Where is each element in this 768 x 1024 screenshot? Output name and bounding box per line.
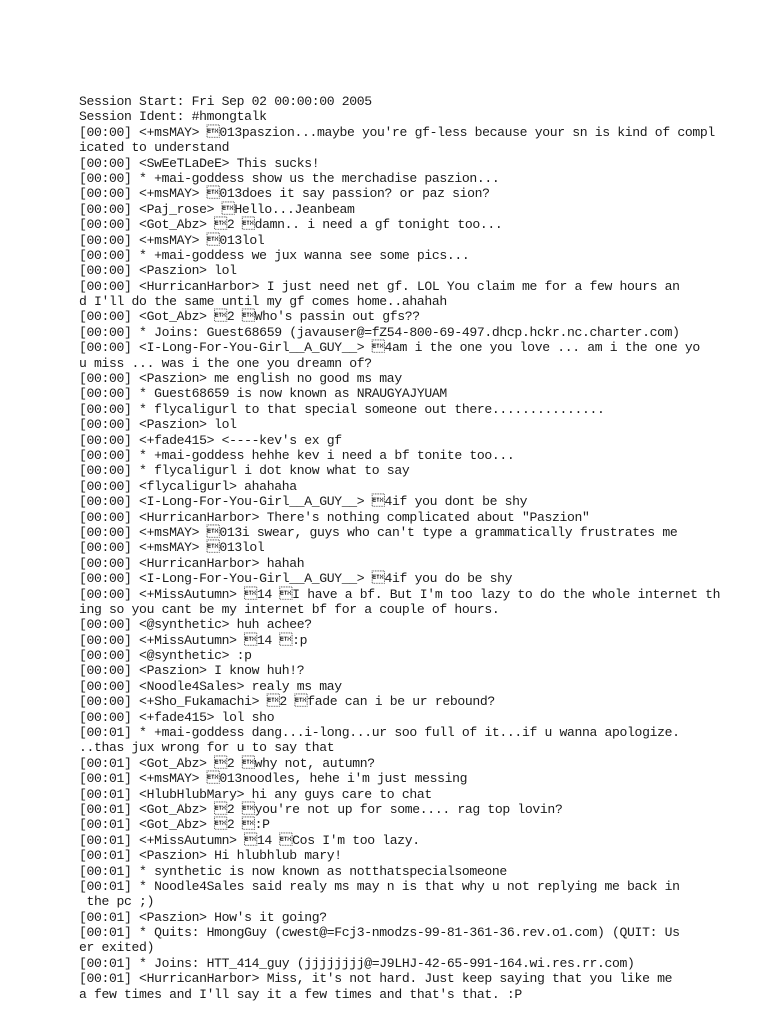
log-line: ..thas jux wrong for u to say that	[79, 740, 335, 756]
log-line: [00:00] * flycaligurl to that special someone out there...............	[79, 401, 605, 417]
log-line: [00:00] <HurricanHarbor> hahah	[79, 555, 305, 571]
log-line: ing so you cant be my internet bf for a couple of hours.	[79, 601, 500, 617]
log-line: [00:00] <SwEeTLaDeE> This sucks!	[79, 155, 320, 171]
log-line: [00:00] <HurricanHarbor> I just need net gf. LOL You claim me for a few hours an	[79, 278, 680, 294]
log-line: [00:01] * Noodle4Sales said realy ms may n is that why u not replying me back in	[79, 878, 680, 894]
log-line: [00:00] <+msMAY> 013lol	[79, 232, 265, 248]
log-line: [00:00] <Paszion> lol	[79, 263, 237, 279]
log-line: [00:01] <Got_Abz> 2 you're not up for some.... rag top lovin?	[79, 801, 563, 817]
log-line: [00:01] <+msMAY> 013noodles, hehe i'm just messing	[79, 771, 468, 787]
log-line: [00:00] <I-Long-For-You-Girl__A_GUY__> 4if you do be shy	[79, 571, 513, 587]
log-line: [00:00] <+fade415> <----kev's ex gf	[79, 432, 342, 448]
log-line: [00:00] <+fade415> lol sho	[79, 709, 275, 725]
log-line: [00:00] <HurricanHarbor> There's nothing complicated about "Paszion"	[79, 509, 590, 525]
log-line: [00:01] <Got_Abz> 2 :P	[79, 817, 270, 833]
log-line: icated to understand	[79, 140, 230, 156]
log-line: [00:01] * Joins: HTT_414_guy (jjjjjjjj@=J9LHJ-42-65-991-164.wi.res.rr.com)	[79, 955, 635, 971]
log-line: [00:00] <Paszion> me english no good ms may	[79, 371, 402, 387]
log-line: [00:00] <Got_Abz> 2 Who's passin out gfs??	[79, 309, 420, 325]
log-line: the pc ;)	[79, 894, 155, 910]
log-line: [00:00] * Guest68659 is now known as NRAUGYAJYUAM	[79, 386, 447, 402]
log-line: [00:00] <+msMAY> 013i swear, guys who can't type a grammatically frustrates me	[79, 524, 678, 540]
log-line: [00:00] <+msMAY> 013lol	[79, 540, 265, 556]
log-line: [00:00] <+msMAY> 013paszion...maybe you're gf-less because your sn is kind of compl	[79, 124, 715, 140]
log-line: [00:00] * +mai-goddess hehhe kev i need a bf tonite too...	[79, 447, 515, 463]
log-line: [00:00] <I-Long-For-You-Girl__A_GUY__> 4if you dont be shy	[79, 494, 528, 510]
log-line: d I'll do the same until my gf comes home..ahahah	[79, 294, 447, 310]
log-line: [00:01] <Got_Abz> 2 why not, autumn?	[79, 755, 375, 771]
log-line: er exited)	[79, 940, 155, 956]
log-line: [00:00] <+MissAutumn> 14 :p	[79, 632, 308, 648]
log-line: Session Start: Fri Sep 02 00:00:00 2005	[79, 94, 372, 109]
log-line: [00:00] * +mai-goddess we jux wanna see some pics...	[79, 247, 470, 263]
log-line: [00:01] <HlubHlubMary> hi any guys care to chat	[79, 786, 432, 802]
log-line: [00:01] * Quits: HmongGuy (cwest@=Fcj3-nmodzs-99-81-361-36.rev.o1.com) (QUIT: Us	[79, 925, 680, 941]
log-line: [00:00] <Got_Abz> 2 damn.. i need a gf tonight too...	[79, 217, 503, 233]
chat-log-document	[79, 94, 719, 1002]
log-line: [00:00] <+MissAutumn> 14 I have a bf. But I'm too lazy to do the whole internet th	[79, 586, 721, 602]
log-line: a few times and I'll say it a few times and that's that. :P	[79, 986, 522, 1002]
log-line: [00:00] * Joins: Guest68659 (javauser@=fZ54-800-69-497.dhcp.hckr.nc.charter.com)	[79, 324, 680, 340]
log-line: [00:00] <flycaligurl> ahahaha	[79, 478, 297, 494]
log-line: [00:01] * +mai-goddess dang...i-long...ur soo full of it...if u wanna apologize.	[79, 725, 680, 741]
log-line: [00:00] <Paszion> lol	[79, 417, 237, 433]
log-line: [00:00] <@synthetic> :p	[79, 648, 252, 664]
log-line: [00:01] <+MissAutumn> 14 Cos I'm too lazy.	[79, 832, 420, 848]
log-line: [00:00] <@synthetic> huh achee?	[79, 617, 312, 633]
log-line: [00:00] * +mai-goddess show us the merchadise paszion...	[79, 170, 500, 186]
log-line: [00:00] <I-Long-For-You-Girl__A_GUY__> 4am i the one you love ... am i the one yo	[79, 340, 700, 356]
log-line: [00:00] <Paszion> I know huh!?	[79, 663, 305, 679]
log-line: [00:00] <Paj_rose> Hello...Jeanbeam	[79, 201, 355, 217]
log-line: [00:01] <Paszion> How's it going?	[79, 909, 327, 925]
log-line: [00:01] <HurricanHarbor> Miss, it's not hard. Just keep saying that you like me	[79, 971, 673, 987]
log-line: [00:01] <Paszion> Hi hlubhlub mary!	[79, 848, 342, 864]
log-line: [00:00] <+msMAY> 013does it say passion? or paz sion?	[79, 186, 490, 202]
log-line: [00:00] <+Sho_Fukamachi> 2 fade can i be ur rebound?	[79, 694, 495, 710]
log-line: Session Ident: #hmongtalk	[79, 109, 267, 125]
log-line: [00:00] <Noodle4Sales> realy ms may	[79, 678, 342, 694]
log-line: u miss ... was i the one you dreamn of?	[79, 355, 372, 371]
log-line: [00:00] * flycaligurl i dot know what to say	[79, 463, 410, 479]
log-line: [00:01] * synthetic is now known as notthatspecialsomeone	[79, 863, 507, 879]
